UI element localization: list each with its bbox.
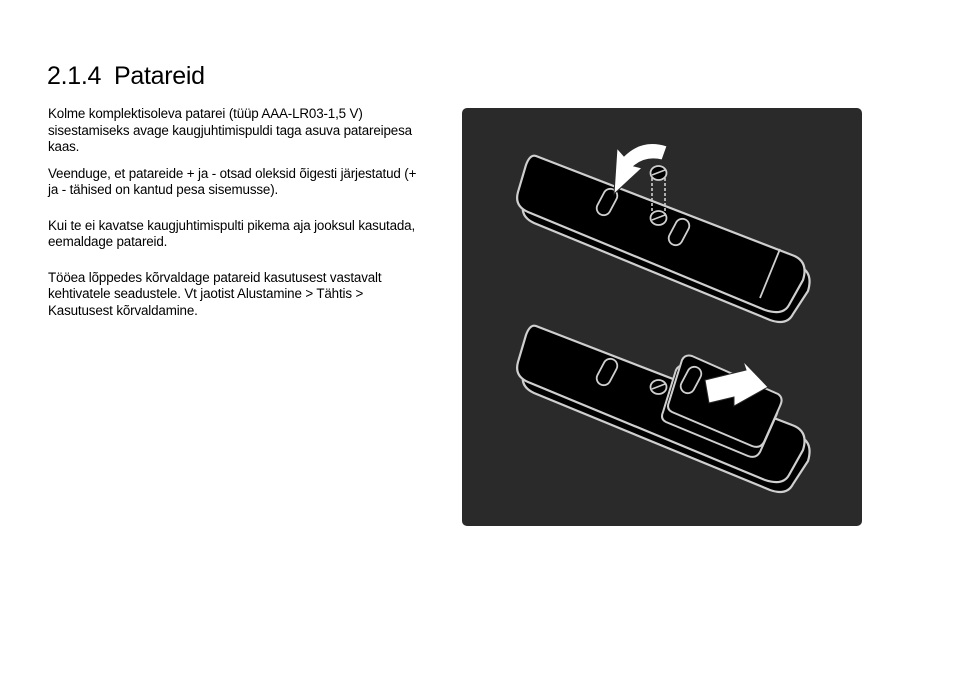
section-title: Patareid [114,62,205,90]
remote-illustration-svg [462,108,862,526]
remote-bottom [517,326,809,492]
paragraph-disposal: Tööea lõppedes kõrvaldage patareid kasutusest vastavalt kehtivatele seadustele. Vt jaotist Alustamine > Tähtis > Kasutusest kõrvaldamine. [48,269,382,318]
paragraph-polarity: Veenduge, et patareide + ja - otsad oleksid õigesti järjestatud (+ ja - tähised on kantud pesa sisemusse). [48,165,417,197]
section-heading [47,60,205,92]
section-number: 2.1.4 [47,62,102,90]
paragraph-remove-batteries: Kui te ei kavatse kaugjuhtimispulti pikema aja jooksul kasutada, eemaldage patareid. [48,217,416,249]
remote-top [517,144,809,322]
screw-icon [651,166,667,225]
paragraph-battery-insert: Kolme komplektisoleva patarei (tüüp AAA-LR03-1,5 V) sisestamiseks avage kaugjuhtimispuldi taga asuva patareipesa kaas. [48,106,412,154]
remote-battery-illustration [462,108,862,526]
body-text [48,106,428,319]
